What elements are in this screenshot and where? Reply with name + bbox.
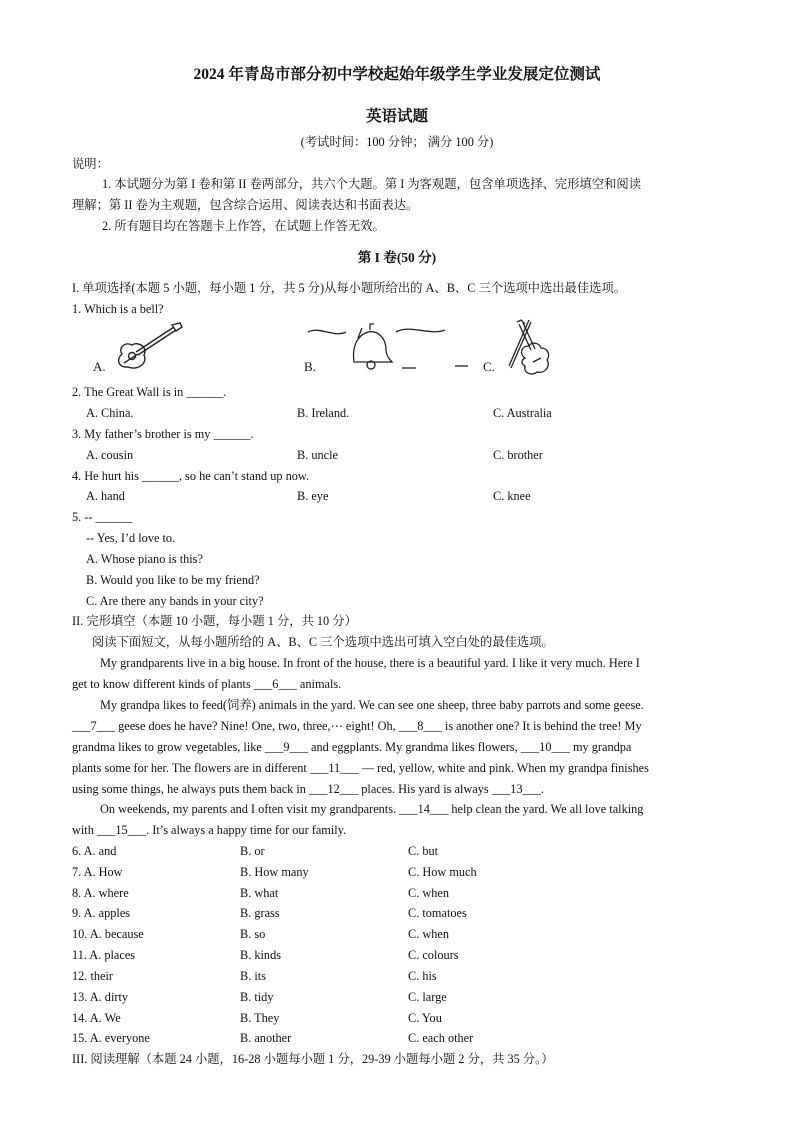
passage-line: ___7___ geese does he have? Nine! One, two, three,⋯ eight! Oh, ___8___ is another one? It is behind the tree! My xyxy=(72,719,642,733)
choice-a: 11. A. places xyxy=(72,948,136,962)
choice-c: C. but xyxy=(408,844,439,858)
guitar-image xyxy=(108,321,184,376)
passage-line: plants some for her. The flowers are in different ___11___ — red, yellow, white and pink. When my grandpa finishes xyxy=(72,761,649,775)
passage-line: get to know different kinds of plants ___6___ animals. xyxy=(72,677,342,691)
choice-c: C. when xyxy=(408,927,449,941)
q1-label-a: A. xyxy=(93,359,106,374)
choice-c: C. How much xyxy=(408,865,477,879)
q5-stem: 5. -- ______ xyxy=(72,510,133,524)
choice-a: 9. A. apples xyxy=(72,906,131,920)
q3-option-a: A. cousin xyxy=(86,448,134,462)
note-2: 2. 所有题目均在答题卡上作答，在试题上作答无效。 xyxy=(102,219,385,233)
choice-b: B. so xyxy=(240,927,266,941)
passage-line: My grandparents live in a big house. In front of the house, there is a beautiful yard. I like it very much. Here I xyxy=(100,656,640,670)
q4-option-a: A. hand xyxy=(86,489,125,503)
passage-line: with ___15___. It’s always a happy time for our family. xyxy=(72,823,347,837)
note-1a: 1. 本试题分为第 I 卷和第 II 卷两部分，共六个大题。第 I 为客观题，包含单项选择、完形填空和阅读 xyxy=(102,177,641,191)
choice-b: B. They xyxy=(240,1011,280,1025)
q1-stem: 1. Which is a bell? xyxy=(72,302,164,316)
choice-a: 6. A. and xyxy=(72,844,117,858)
passage-line: On weekends, my parents and I often visit my grandparents. ___14___ help clean the yard. We all love talking xyxy=(100,802,644,816)
q3-option-c: C. brother xyxy=(493,448,543,462)
choice-b: B. another xyxy=(240,1031,292,1045)
violin-image xyxy=(495,318,567,380)
choice-c: C. tomatoes xyxy=(408,906,467,920)
note-1b: 理解；第 II 卷为主观题，包含综合运用、阅读表达和书面表达。 xyxy=(72,198,419,212)
choice-a: 12. their xyxy=(72,969,113,983)
choice-c: C. colours xyxy=(408,948,459,962)
q5-reply: -- Yes, I’d love to. xyxy=(86,531,176,545)
passage-line: grandma likes to grow vegetables, like ___9___ and eggplants. My grandma likes flowers, ___10___ my grandpa xyxy=(72,740,632,754)
subject-title: 英语试题 xyxy=(365,108,428,125)
passage-line: using some things, he always puts them back in ___12___ places. His yard is always ___13___. xyxy=(72,782,545,796)
section3-heading: III. 阅读理解（本题 24 小题，16-28 小题每小题 1 分，29-39 小题每小题 2 分，共 35 分。） xyxy=(72,1052,554,1066)
choice-a: 14. A. We xyxy=(72,1011,121,1025)
section1-heading: I. 单项选择(本题 5 小题，每小题 1 分，共 5 分)从每小题所给出的 A、B、C 三个选项中选出最佳选项。 xyxy=(72,281,627,295)
choice-a: 13. A. dirty xyxy=(72,990,129,1004)
exam-info: (考试时间：100 分钟； 满分 100 分) xyxy=(300,135,494,149)
choice-a: 15. A. everyone xyxy=(72,1031,150,1045)
q4-option-c: C. knee xyxy=(493,489,531,503)
choice-b: B. grass xyxy=(240,906,280,920)
q5-option-c: C. Are there any bands in your city? xyxy=(86,594,264,608)
q5-option-a: A. Whose piano is this? xyxy=(86,552,203,566)
choice-b: B. kinds xyxy=(240,948,281,962)
choice-b: B. How many xyxy=(240,865,309,879)
choice-b: B. or xyxy=(240,844,265,858)
q2-option-b: B. Ireland. xyxy=(297,406,350,420)
choice-c: C. when xyxy=(408,886,449,900)
choice-b: B. what xyxy=(240,886,279,900)
choice-c: C. each other xyxy=(408,1031,474,1045)
notes-label: 说明： xyxy=(72,157,109,171)
section2-heading: II. 完形填空（本题 10 小题，每小题 1 分，共 10 分） xyxy=(72,614,357,628)
passage-line: My grandpa likes to feed(饲养) animals in the yard. We can see one sheep, three baby parrots and some geese. xyxy=(100,698,644,712)
choice-b: B. tidy xyxy=(240,990,274,1004)
q2-option-c: C. Australia xyxy=(493,406,552,420)
choice-c: C. his xyxy=(408,969,437,983)
choice-a: 8. A. where xyxy=(72,886,129,900)
section2-instruction: 阅读下面短文，从每小题所给的 A、B、C 三个选项中选出可填入空白处的最佳选项。 xyxy=(92,635,554,649)
part1-title: 第 I 卷(50 分) xyxy=(357,250,437,265)
q3-option-b: B. uncle xyxy=(297,448,338,462)
q4-stem: 4. He hurt his ______, so he can’t stand up now. xyxy=(72,469,310,483)
q4-option-b: B. eye xyxy=(297,489,329,503)
q1-label-b: B. xyxy=(304,359,316,374)
q2-option-a: A. China. xyxy=(86,406,134,420)
choice-b: B. its xyxy=(240,969,266,983)
choice-a: 10. A. because xyxy=(72,927,144,941)
choice-a: 7. A. How xyxy=(72,865,123,879)
exam-title: 2024 年青岛市部分初中学校起始年级学生学业发展定位测试 xyxy=(193,66,601,83)
q2-stem: 2. The Great Wall is in ______. xyxy=(72,385,227,399)
q1-label-c: C. xyxy=(483,359,495,374)
q5-option-b: B. Would you like to be my friend? xyxy=(86,573,260,587)
q3-stem: 3. My father’s brother is my ______. xyxy=(72,427,254,441)
choice-c: C. You xyxy=(408,1011,442,1025)
choice-c: C. large xyxy=(408,990,447,1004)
